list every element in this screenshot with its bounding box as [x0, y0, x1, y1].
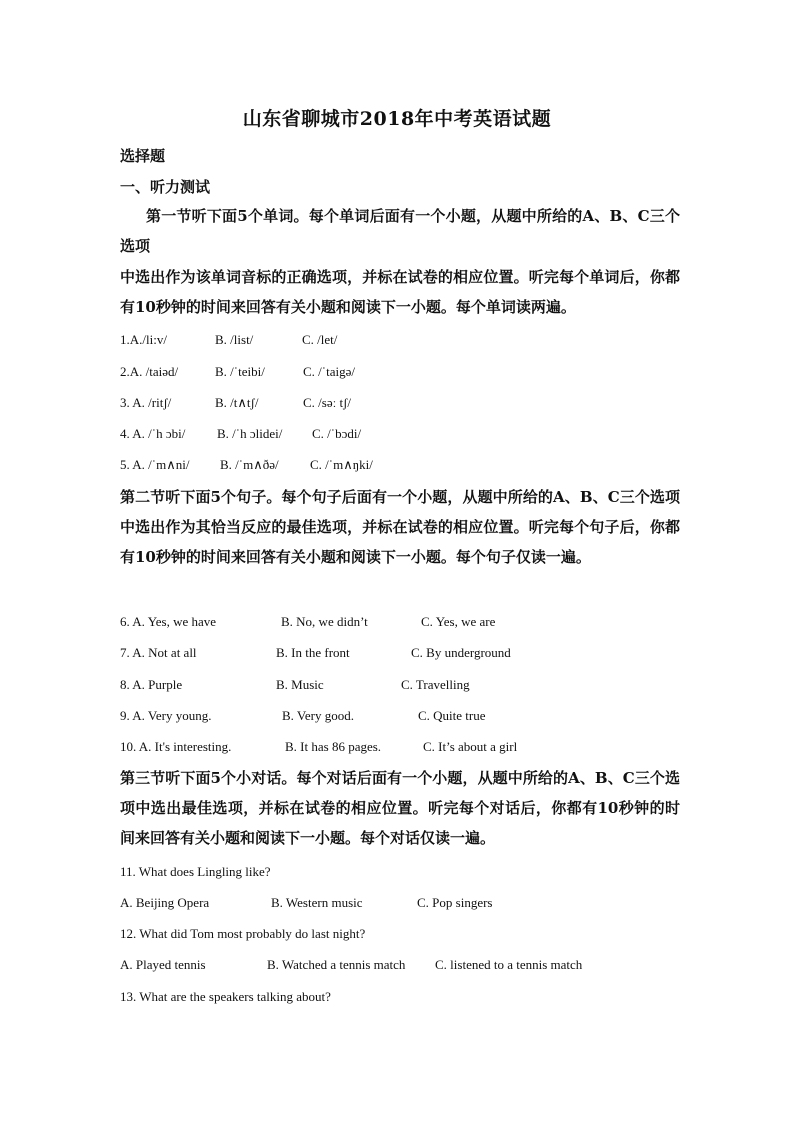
option-a: A. Played tennis	[120, 957, 206, 972]
option-c: C. Travelling	[401, 677, 470, 692]
option-c: C. /let/	[302, 332, 338, 347]
option-b: B. Western music	[271, 895, 363, 910]
option-b: B. It has 86 pages.	[285, 739, 382, 754]
option-a: 4. A. /ˈh ɔbi/	[120, 426, 186, 441]
option-c: C. Pop singers	[417, 895, 493, 910]
option-a: 7. A. Not at all	[120, 645, 197, 660]
question-stem: 13. What are the speakers talking about?	[120, 989, 331, 1004]
option-c: C. Yes, we are	[421, 614, 496, 629]
option-b: B. Music	[276, 677, 324, 692]
section2-instructions: 第二节听下面5个句子。每个句子后面有一个小题，从题中所给的A、B、C三个选项中选出作为其恰当反应的最佳选项，并标在试卷的相应位置。听完每个句子后，你都有10秒钟的时间来回答有关小题和阅读下一小题。每个句子仅读一遍。	[120, 488, 680, 566]
option-b: B. /list/	[215, 332, 254, 347]
option-c: C. /ˈm∧ŋki/	[310, 457, 373, 472]
section1-instructions-line2: 中选出作为该单词音标的正确选项，并标在试卷的相应位置。听完每个单词后，你都有10秒钟的时间来回答有关小题和阅读下一小题。每个单词读两遍。	[120, 268, 680, 316]
part1-heading: 一、听力测试	[120, 178, 211, 196]
page-title: 山东省聊城市2018年中考英语试题	[242, 108, 552, 130]
option-c: C. listened to a tennis match	[435, 957, 583, 972]
option-a: 3. A. /ritʃ/	[120, 395, 172, 410]
option-b: B. In the front	[276, 645, 350, 660]
option-c: C. Quite true	[418, 708, 486, 723]
option-a: 9. A. Very young.	[120, 708, 212, 723]
option-c: C. /səː tʃ/	[303, 395, 352, 410]
option-a: 2.A. /taiəd/	[120, 364, 179, 379]
option-a: 6. A. Yes, we have	[120, 614, 217, 629]
option-b: B. No, we didn’t	[281, 614, 368, 629]
option-c: C. By underground	[411, 645, 511, 660]
option-a: 10. A. It's interesting.	[120, 739, 232, 754]
option-a: A. Beijing Opera	[120, 895, 210, 910]
section1-instructions-line1: 第一节听下面5个单词。每个单词后面有一个小题，从题中所给的A、B、C三个选项	[120, 207, 680, 255]
option-c: C. /ˈtaigə/	[303, 364, 355, 379]
section3-instructions: 第三节听下面5个小对话。每个对话后面有一个小题，从题中所给的A、B、C三个选项中选出最佳选项，并标在试卷的相应位置。听完每个对话后，你都有10秒钟的时间来回答有关小题和阅读下一小题。每个对话仅读一遍。	[120, 769, 680, 847]
option-b: B. Very good.	[282, 708, 354, 723]
option-a: 1.A./li:v/	[120, 332, 167, 347]
option-b: B. /ˈh ɔlidei/	[217, 426, 283, 441]
option-b: B. /ˈm∧ðə/	[220, 457, 279, 472]
option-b: B. Watched a tennis match	[267, 957, 406, 972]
option-b: B. /ˈteibi/	[215, 364, 265, 379]
option-c: C. /ˈbɔdi/	[312, 426, 362, 441]
option-b: B. /t∧tʃ/	[215, 395, 259, 410]
option-a: 8. A. Purple	[120, 677, 183, 692]
option-a: 5. A. /ˈm∧ni/	[120, 457, 190, 472]
section-choice-heading: 选择题	[120, 147, 166, 165]
question-stem: 12. What did Tom most probably do last night?	[120, 926, 366, 941]
option-c: C. It’s about a girl	[423, 739, 518, 754]
question-stem: 11. What does Lingling like?	[120, 864, 271, 879]
